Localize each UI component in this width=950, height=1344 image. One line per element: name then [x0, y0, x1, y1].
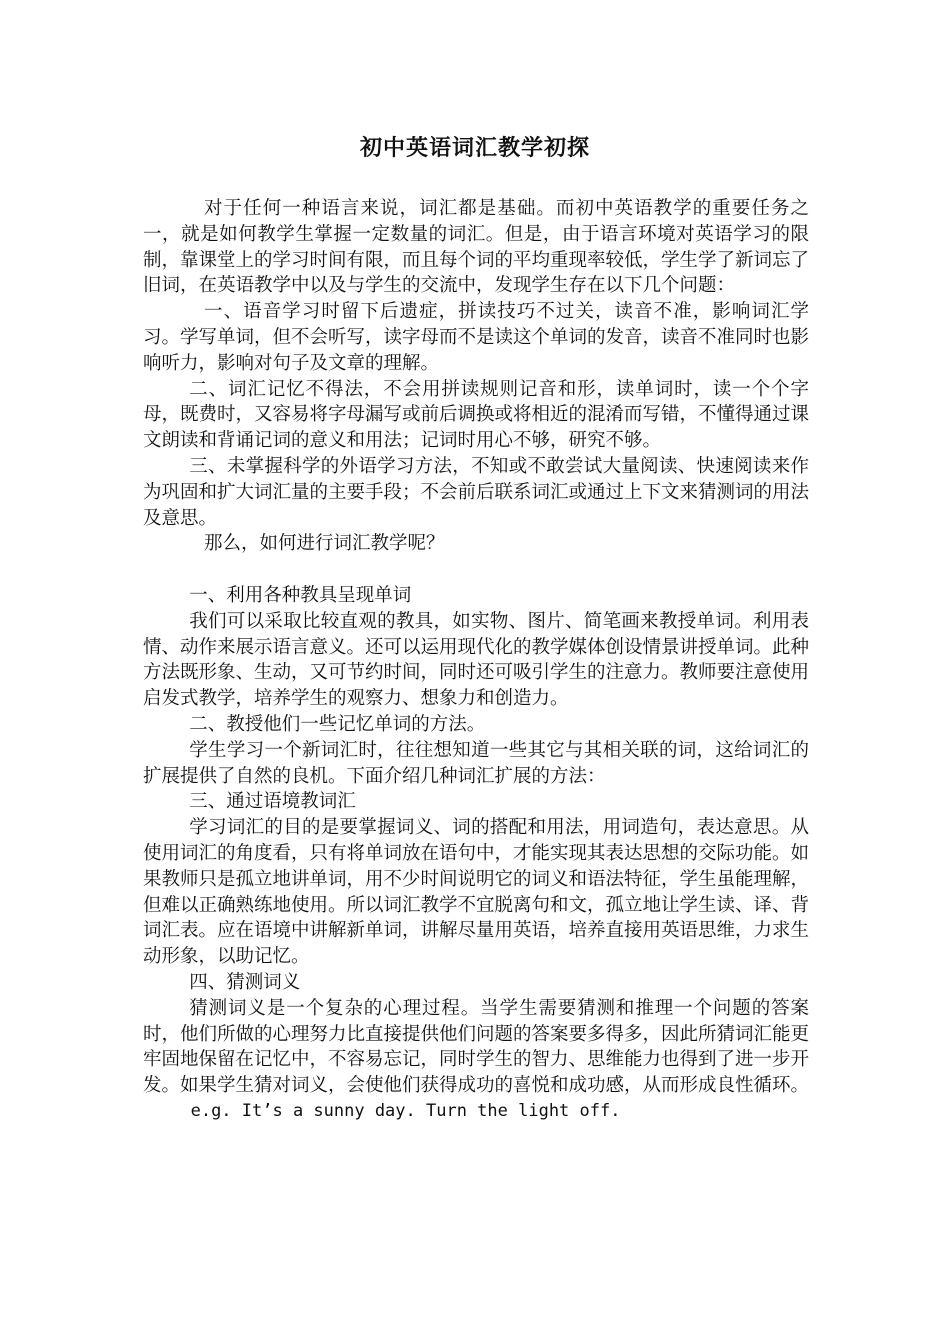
document-body	[143, 196, 809, 1125]
blank-line	[143, 557, 809, 583]
intro-paragraph: 对于任何一种语言来说，词汇都是基础。而初中英语教学的重要任务之一，就是如何教学生掌握一定数量的词汇。但是，由于语言环境对英语学习的限制，靠课堂上的学习时间有限，而且每个词的平均重现率较低，学生学了新词忘了旧词，在英语教学中以及与学生的交流中，发现学生存在以下几个问题：	[143, 198, 810, 297]
problem-paragraph-3: 三、未掌握科学的外语学习方法，不知或不敢尝试大量阅读、快速阅读来作为巩固和扩大词汇量的主要手段；不会前后联系词汇或通过上下文来猜测词的用法及意思。	[143, 455, 810, 529]
section-text-4: 猜测词义是一个复杂的心理过程。当学生需要猜测和推理一个问题的答案时，他们所做的心理努力比直接提供他们问题的答案要多得多，因此所猜词汇能更牢固地保留在记忆中，不容易忘记，同时学生的智力、思维能力也得到了进一步开发。如果学生猜对词义，会使他们获得成功的喜悦和成功感，从而形成良性循环。	[143, 997, 810, 1097]
section-heading-1: 一、利用各种教具呈现单词	[189, 584, 412, 606]
problem-paragraph-2: 二、词汇记忆不得法，不会用拼读规则记音和形，读单词时，读一个个字母，既费时，又容易将字母漏写或前后调换或将相近的混淆而写错，不懂得通过课文朗读和背诵记词的意义和用法；记词时用心不够，研究不够。	[143, 378, 810, 452]
section-heading-4: 四、猜测词义	[189, 971, 301, 993]
section-heading-2: 二、教授他们一些记忆单词的方法。	[189, 713, 486, 735]
section-text-1: 我们可以采取比较直观的教具，如实物、图片、简笔画来教授单词。利用表情、动作来展示语言意义。还可以运用现代化的教学媒体创设情景讲授单词。此种方法既形象、生动，又可节约时间，同时还可吸引学生的注意力。教师要注意使用启发式教学，培养学生的观察力、想象力和创造力。	[143, 610, 810, 710]
section-text-2: 学生学习一个新词汇时，往往想知道一些其它与其相关联的词，这给词汇的扩展提供了自然的良机。下面介绍几种词汇扩展的方法：	[143, 739, 809, 787]
transition-question: 那么，如何进行词汇教学呢？	[204, 533, 445, 555]
example-sentence: e.g. It’s a sunny day. Turn the light off.	[190, 1100, 621, 1121]
section-heading-3: 三、通过语境教词汇	[189, 791, 356, 813]
problem-paragraph-1: 一、语音学习时留下后遗症，拼读技巧不过关，读音不准，影响词汇学习。学写单词，但不会听写，读字母而不是读这个单词的发音，读音不准同时也影响听力，影响对句子及文章的理解。	[143, 301, 810, 374]
page-title: 初中英语词汇教学初探	[359, 136, 590, 161]
section-text-3: 学习词汇的目的是要掌握词义、词的搭配和用法，用词造句，表达意思。从使用词汇的角度看，只有将单词放在语句中，才能实现其表达思想的交际功能。如果教师只是孤立地讲单词，用不少时间说明它的词义和语法特征，学生虽能理解，但难以正确熟练地使用。所以词汇教学不宜脱离句和文，孤立地让学生读、译、背词汇表。应在语境中讲解新单词，讲解尽量用英语，培养直接用英语思维，力求生动形象，以助记忆。	[143, 817, 810, 968]
